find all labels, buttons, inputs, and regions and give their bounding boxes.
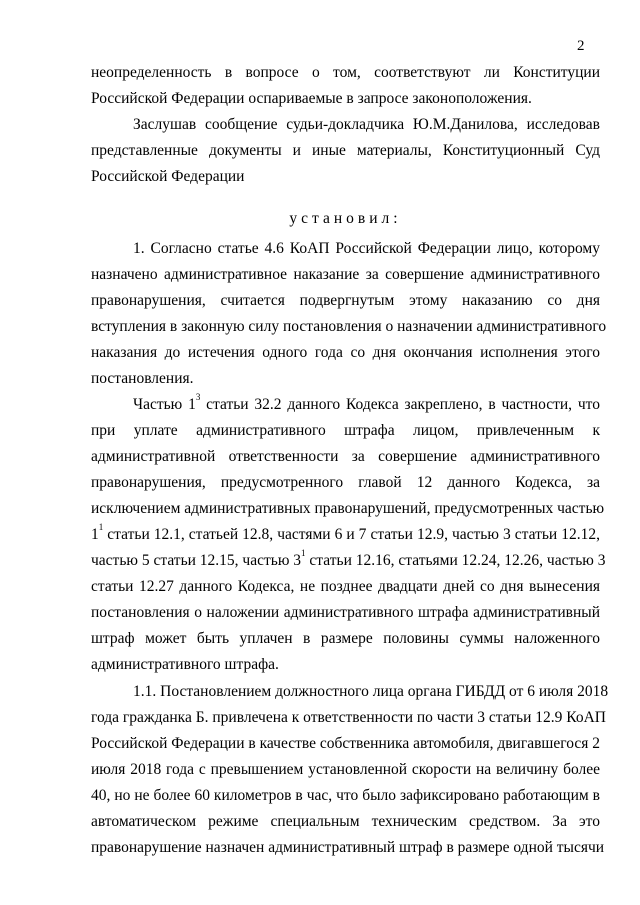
text-line: года гражданка Б. привлечена к ответственности по части 3 статьи 12.9 КоАП	[91, 709, 606, 726]
text-line: постановления о наложении административного штрафа административный	[91, 604, 600, 621]
text-line: исключением административных правонарушений, предусмотренных частью	[91, 500, 605, 517]
hearing-paragraph	[91, 112, 600, 190]
text-line: Российской Федерации оспариваемые в запросе законоположения.	[91, 90, 532, 107]
text-line: постановления.	[91, 370, 194, 387]
section-heading: установил:	[289, 210, 402, 227]
text-line: статьи 12.27 данного Кодекса, не позднее двадцати дней со дня вынесения	[91, 578, 600, 595]
paragraph-1	[91, 236, 607, 392]
text-line: представленные документы и иные материалы, Конституционный Суд	[91, 142, 600, 159]
text-line: правонарушение назначен административный штраф в размере одной тысячи	[91, 839, 605, 856]
paragraph-1-1	[91, 679, 609, 861]
text-line: июля 2018 года с превышением установленной скорости на величину более	[91, 761, 600, 778]
text-fragment: 1	[91, 526, 99, 543]
text-line	[91, 392, 600, 418]
superscript: 1	[301, 547, 306, 558]
text-line	[91, 547, 606, 574]
text-line: 1.1. Постановлением должностного лица органа ГИБДД от 6 июля 2018	[133, 683, 609, 700]
page-number: 2	[577, 38, 585, 54]
text-line: штраф может быть уплачен в размере половины суммы наложенного	[91, 630, 600, 647]
text-line: 40, но не более 60 километров в час, что было зафиксировано работающим в	[91, 787, 600, 804]
text-line	[91, 522, 600, 548]
text-fragment: статьи 12.1, статьей 12.8, частями 6 и 7 статьи 12.9, частью 3 статьи 12.12,	[103, 526, 600, 543]
text-line: наказания до истечения одного года со дня окончания исполнения этого	[91, 344, 600, 361]
superscript: 3	[195, 391, 201, 402]
intro-paragraph	[91, 60, 600, 112]
text-line: правонарушения, считается подвергнутым этому наказанию со дня	[91, 292, 600, 309]
text-line: неопределенность в вопросе о том, соответствуют ли Конституции	[91, 64, 600, 81]
text-line: 1. Согласно статье 4.6 КоАП Российской Федерации лицо, которому	[133, 240, 600, 257]
superscript: 1	[98, 521, 104, 532]
text-line: правонарушения, предусмотренного главой 12 данного Кодекса, за	[91, 474, 600, 491]
text-line: Российской Федерации	[91, 168, 245, 185]
paragraph-2	[91, 391, 606, 678]
text-fragment: частью 5 статьи 12.15, частью 3	[91, 552, 302, 569]
text-line: Заслушав сообщение судьи-докладчика Ю.М.Данилова, исследовав	[133, 116, 600, 133]
text-fragment: статьи 32.2 данного Кодекса закреплено, в частности, что	[200, 396, 600, 413]
text-line: автоматическом режиме специальным техническим средством. За это	[91, 813, 600, 830]
text-line: назначено административное наказание за совершение административного	[91, 266, 600, 283]
text-line: Российской Федерации в качестве собственника автомобиля, двигавшегося 2	[91, 735, 600, 752]
text-line: административной ответственности за совершение административного	[91, 448, 600, 465]
text-line: при уплате административного штрафа лицом, привлеченным к	[91, 422, 600, 439]
text-line: вступления в законную силу постановления о назначении административного	[91, 318, 607, 335]
text-fragment: Частью 1	[133, 396, 196, 413]
text-line: административного штрафа.	[91, 656, 279, 673]
text-fragment: статьи 12.16, статьями 12.24, 12.26, частью 3	[305, 552, 606, 569]
